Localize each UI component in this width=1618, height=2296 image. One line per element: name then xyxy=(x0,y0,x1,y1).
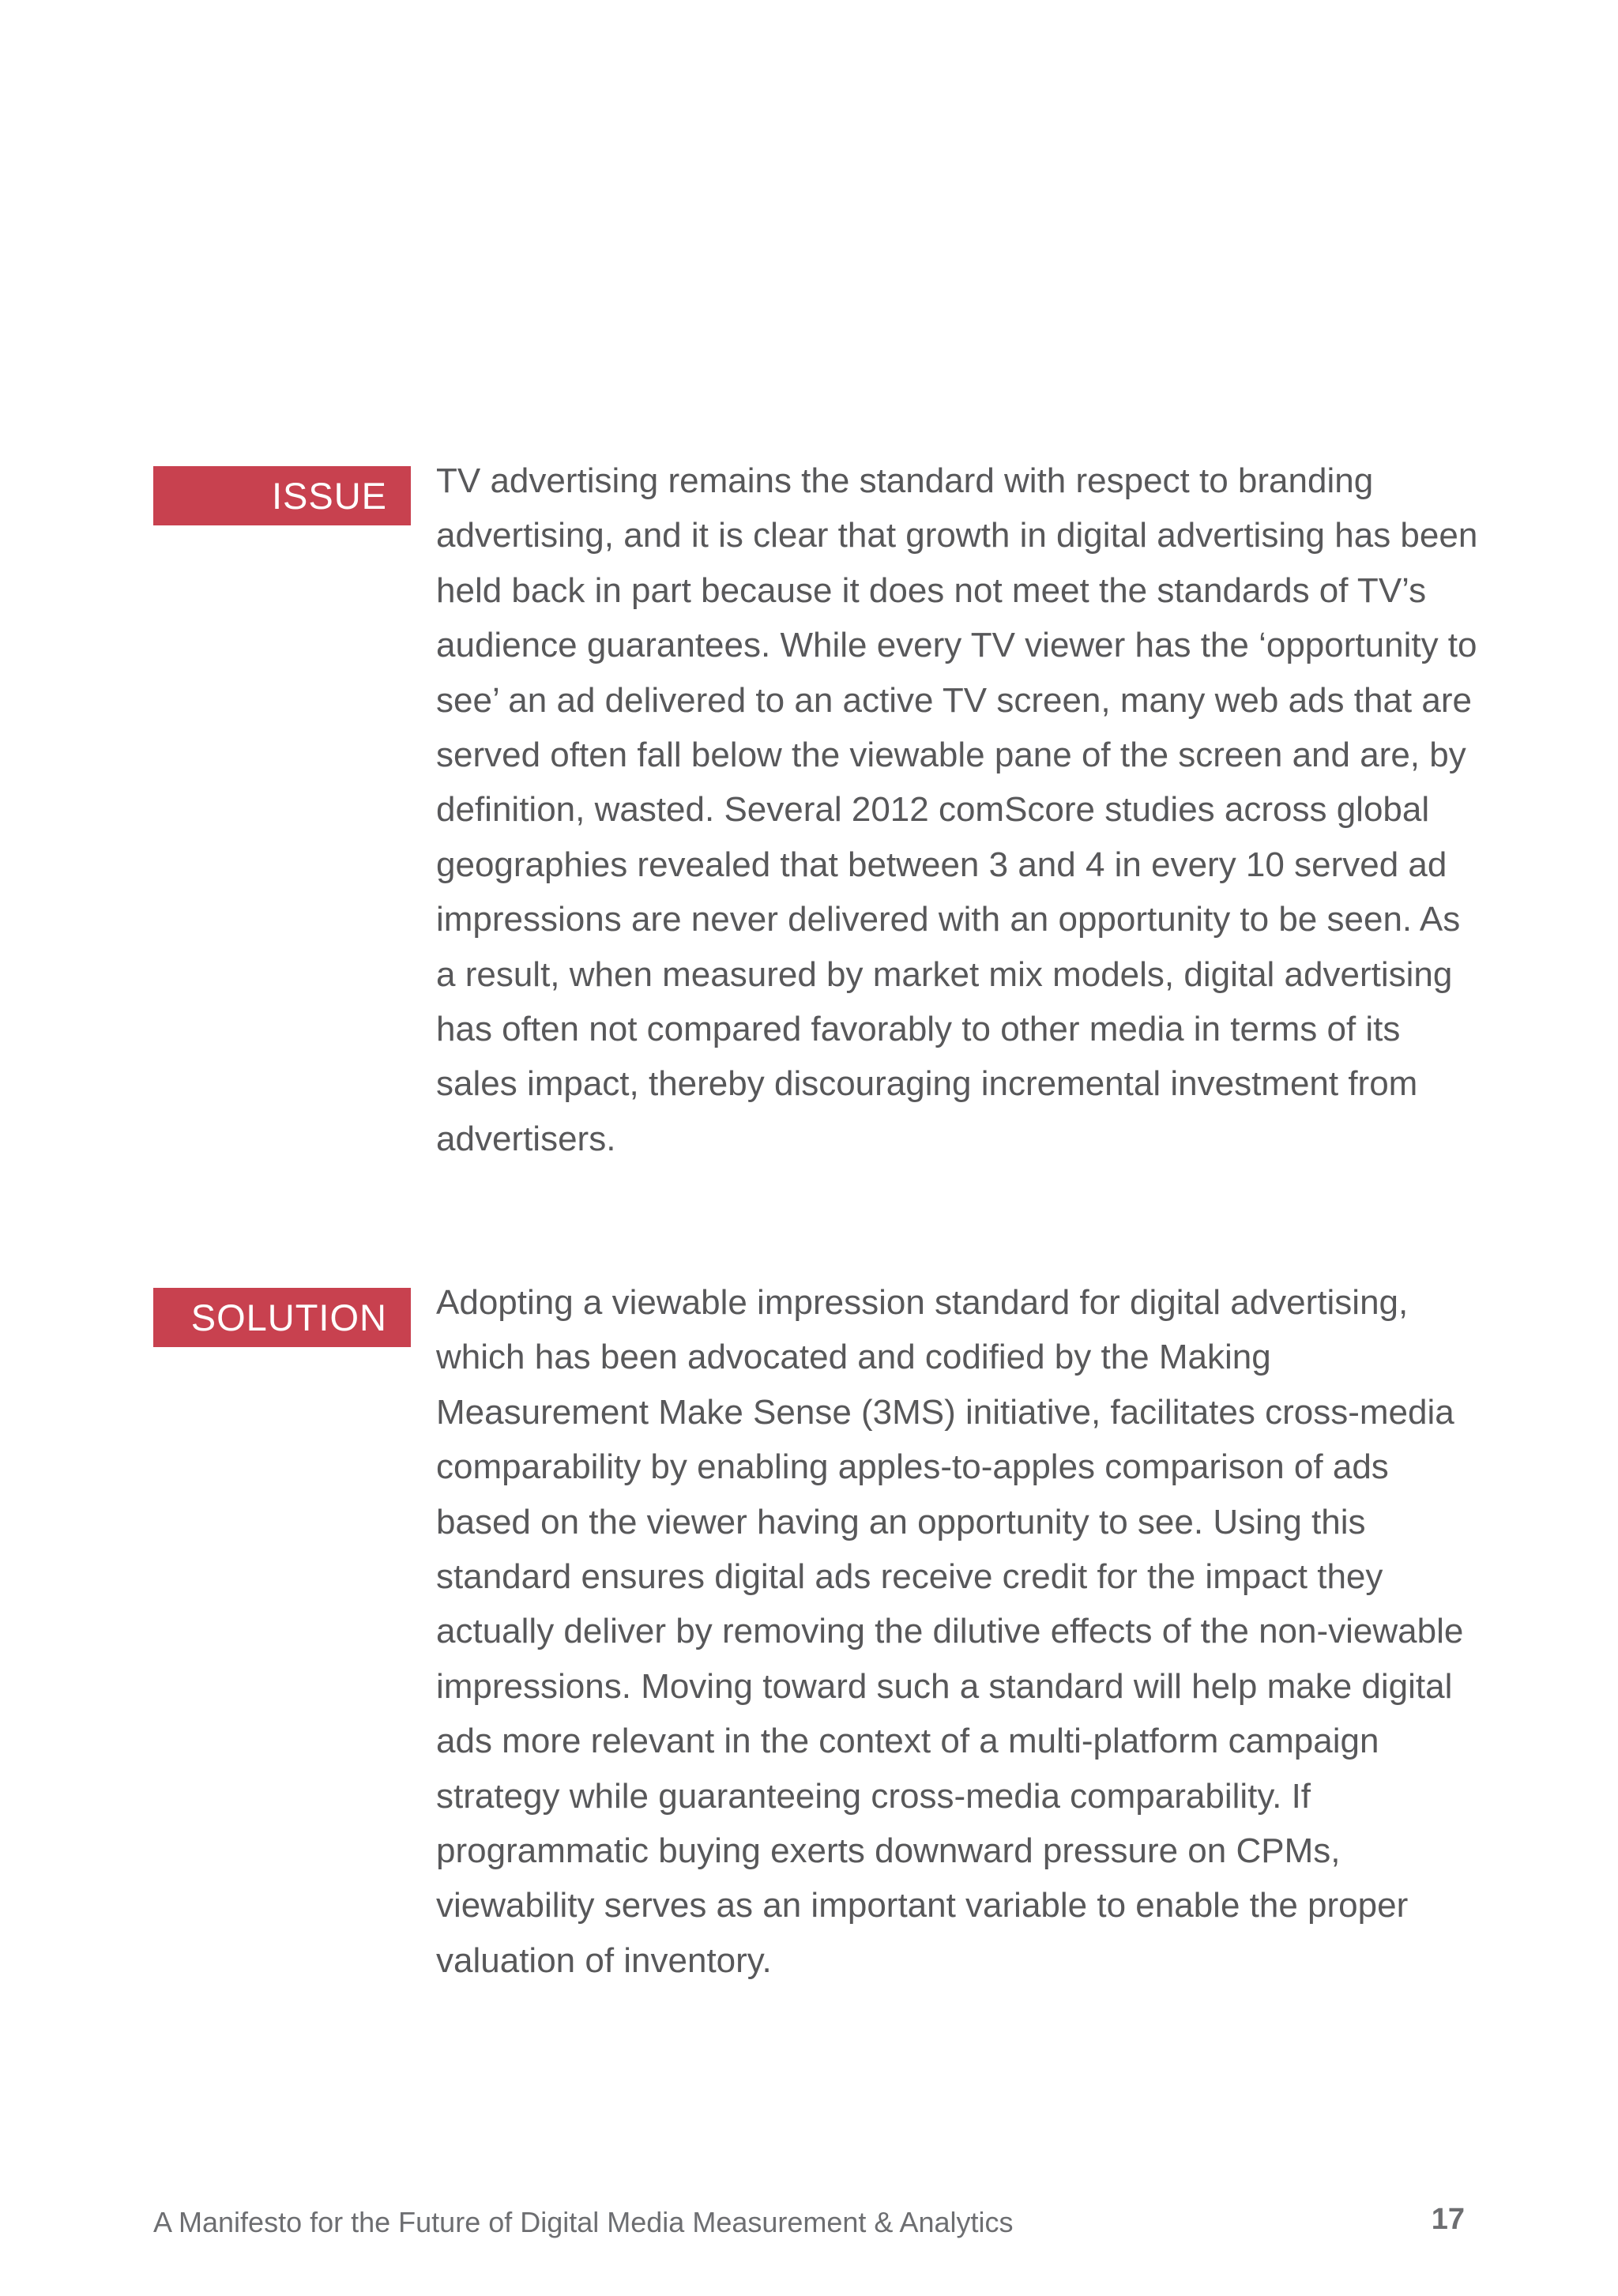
solution-tag: SOLUTION xyxy=(153,1288,411,1347)
solution-paragraph: Adopting a viewable impression standard for digital advertising, which has been advocated and codified by the Making Measurement Make Sense (3MS) initiative, facilitates cross-media comparability by enabling apples-to-apples comparison of ads based on the viewer having an opportunity to see. Using this standard ensures digital ads receive credit for the impact they actually deliver by removing the dilutive effects of the non-viewable impressions. Moving toward such a standard will help make digital ads more relevant in the context of a multi-platform campaign strategy while guaranteeing cross-media comparability. If programmatic buying exerts downward pressure on CPMs, viewability serves as an important variable to enable the proper valuation of inventory. xyxy=(436,1283,1464,1980)
page-number: 17 xyxy=(1431,2203,1465,2236)
page-footer xyxy=(153,2203,1465,2250)
issue-paragraph: TV advertising remains the standard with respect to branding advertising, and it is clear that growth in digital advertising has been held back in part because it does not meet the standards of TV’s audience guarantees. While every TV viewer has the ‘opportunity to see’ an ad delivered to an active TV screen, many web ads that are served often fall below the viewable pane of the screen and are, by definition, wasted. Several 2012 comScore studies across global geographies revealed that between 3 and 4 in every 10 served ad impressions are never delivered with an opportunity to be seen. As a result, when measured by market mix models, digital advertising has often not compared favorably to other media in terms of its sales impact, thereby discouraging incremental investment from advertisers. xyxy=(436,461,1478,1158)
issue-tag: ISSUE xyxy=(153,466,411,525)
footer-document-title: A Manifesto for the Future of Digital Media Measurement & Analytics xyxy=(153,2206,1014,2238)
